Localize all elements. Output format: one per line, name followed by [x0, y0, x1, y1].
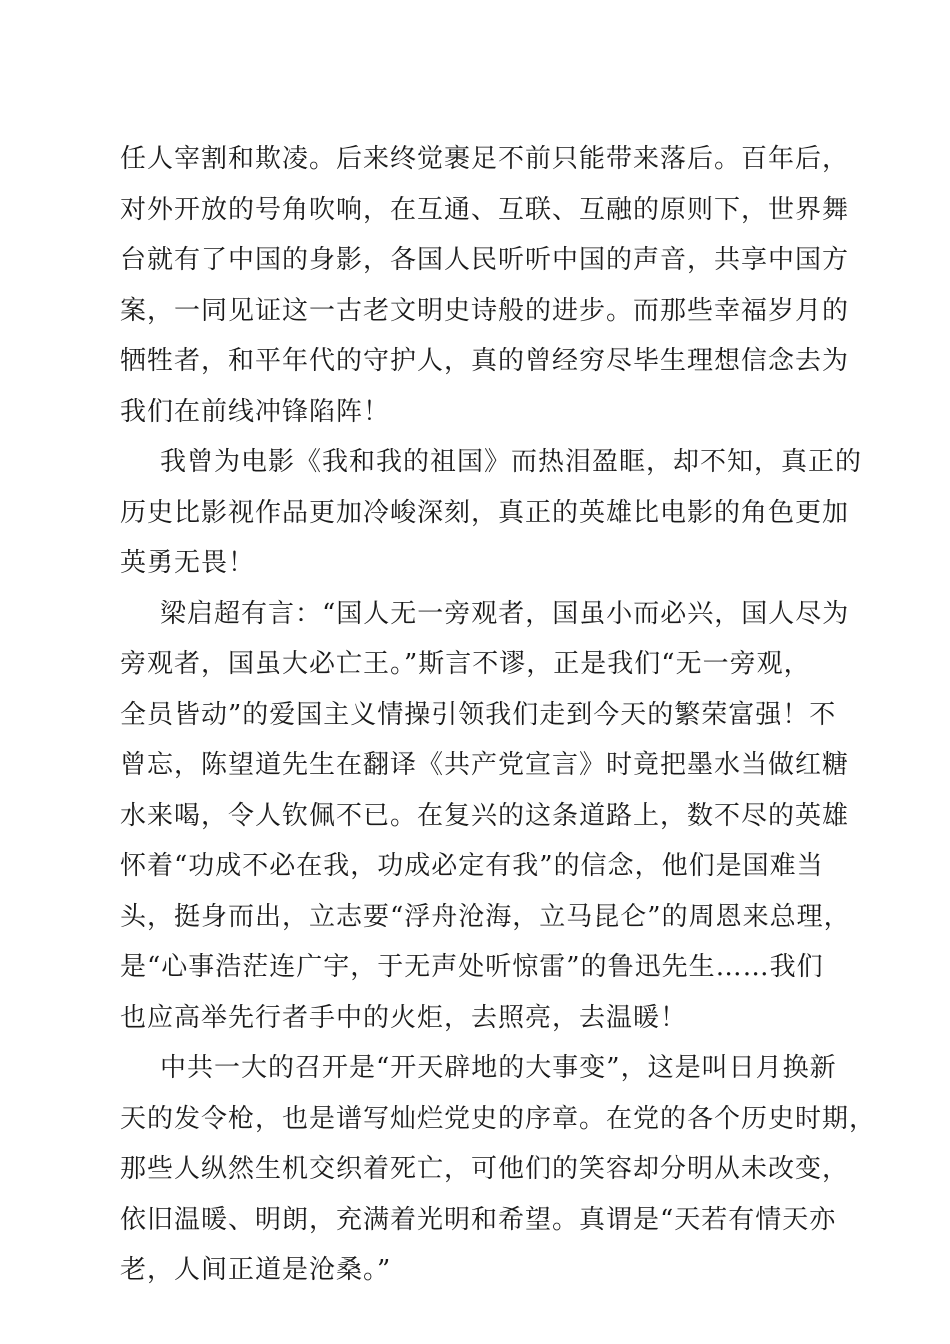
text-line: 头，挺身而出，立志要“浮舟沧海，立马昆仑”的周恩来总理，	[120, 901, 851, 932]
text-line: 曾忘，陈望道先生在翻译《共产党宣言》时竟把墨水当做红糖	[120, 750, 850, 780]
text-line: 也应高举先行者手中的火炬，去照亮，去温暖！	[120, 1002, 688, 1033]
paragraph-start-line: 梁启超有言：“国人无一旁观者，国虽小而必兴，国人尽为	[160, 598, 850, 629]
text-line: 怀着“功成不必在我，功成必定有我”的信念，他们是国难当	[120, 851, 824, 881]
text-line: 案，一同见证这一古老文明史诗般的进步。而那些幸福岁月的	[120, 295, 850, 326]
text-line: 对外开放的号角吹响，在互通、互联、互融的原则下，世界舞	[120, 194, 850, 225]
text-line: 我们在前线冲锋陷阵！	[120, 396, 391, 427]
text-line: 老，人间正道是沧桑。”	[120, 1255, 392, 1285]
text-line: 是“心事浩茫连广宇，于无声处听惊雷”的鲁迅先生……我们	[120, 952, 824, 982]
text-line: 旁观者，国虽大必亡王。”斯言不谬，正是我们“无一旁观，	[120, 649, 811, 679]
paragraph-start-line: 中共一大的召开是“开天辟地的大事变”，这是叫日月换新	[160, 1053, 837, 1083]
paragraph-start-line: 我曾为电影《我和我的祖国》而热泪盈眶，却不知，真正的	[160, 447, 863, 477]
document-body	[120, 134, 877, 1296]
text-line: 牺牲者，和平年代的守护人，真的曾经穷尽毕生理想信念去为	[120, 346, 850, 376]
text-line: 那些人纵然生机交织着死亡，可他们的笑容却分明从未改变，	[120, 1154, 850, 1184]
text-line: 全员皆动”的爱国主义情操引领我们走到今天的繁荣富强！不	[120, 699, 837, 730]
text-line: 英勇无畏！	[120, 548, 256, 578]
text-line: 台就有了中国的身影，各国人民听听中国的声音，共享中国方	[120, 245, 850, 275]
text-line: 历史比影视作品更加冷峻深刻，真正的英雄比电影的角色更加	[120, 497, 850, 528]
text-line: 天的发令枪，也是谱写灿烂党史的序章。在党的各个历史时期，	[120, 1103, 877, 1134]
text-line: 水来喝，令人钦佩不已。在复兴的这条道路上，数不尽的英雄	[120, 800, 850, 831]
text-line: 任人宰割和欺凌。后来终觉裹足不前只能带来落后。百年后，	[120, 144, 850, 174]
text-line: 依旧温暖、明朗，充满着光明和希望。真谓是“天若有情天亦	[120, 1204, 837, 1235]
